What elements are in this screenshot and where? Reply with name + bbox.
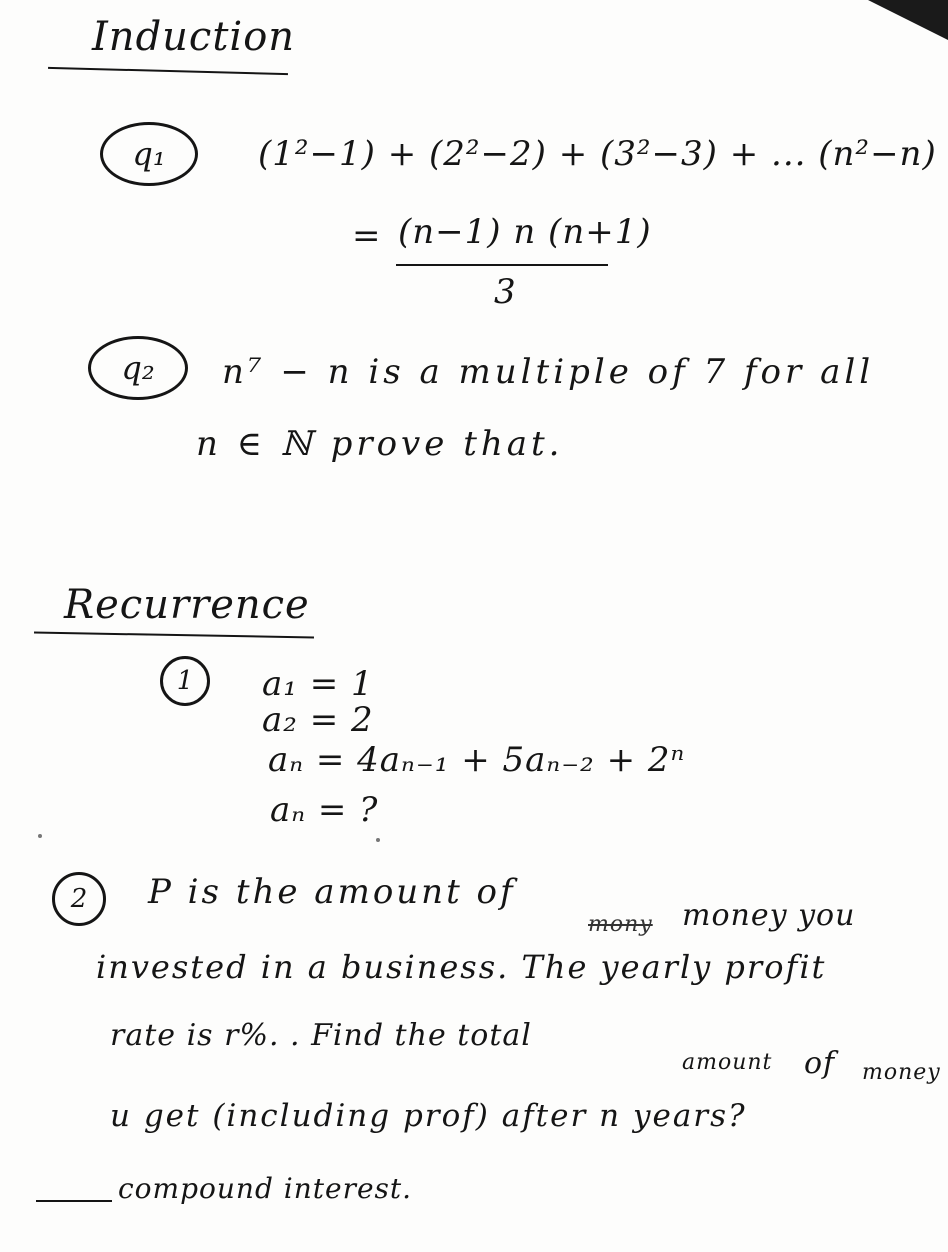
p1-line-4: aₙ = ? bbox=[270, 790, 379, 830]
q1-equals: = bbox=[352, 216, 382, 256]
p1-label: 1 bbox=[176, 666, 194, 696]
p1-line-2: a₂ = 2 bbox=[262, 700, 374, 740]
p2-line5: compound interest. bbox=[118, 1172, 413, 1205]
q2-line2: n ∈ ℕ prove that. bbox=[196, 424, 564, 464]
p2-line4: u get (including prof) after n years? bbox=[110, 1098, 747, 1134]
page-corner-shadow bbox=[868, 0, 948, 40]
recurrence-heading: Recurrence bbox=[64, 582, 310, 628]
p2-line3-of: of bbox=[804, 1046, 836, 1081]
p2-circle-label bbox=[52, 872, 106, 926]
p2-line3-small-money: money bbox=[862, 1060, 941, 1085]
p1-line-1: a₁ = 1 bbox=[262, 664, 374, 704]
p1-line-3: aₙ = 4aₙ₋₁ + 5aₙ₋₂ + 2ⁿ bbox=[268, 740, 686, 780]
q1-fraction-bar bbox=[396, 264, 608, 266]
q2-circle-label bbox=[88, 336, 188, 400]
recurrence-underline bbox=[34, 632, 314, 639]
q1-denominator: 3 bbox=[494, 272, 517, 312]
p2-line1-end: money you bbox=[682, 898, 856, 933]
induction-heading: Induction bbox=[92, 14, 296, 60]
pen-dot bbox=[38, 834, 42, 838]
p2-line1-start: P is the amount of bbox=[148, 872, 516, 912]
compound-dash bbox=[36, 1200, 112, 1202]
q1-label: q₁ bbox=[132, 135, 166, 173]
induction-underline bbox=[48, 67, 288, 75]
q1-circle-label bbox=[100, 122, 198, 186]
q2-label: q₂ bbox=[121, 349, 155, 387]
q2-line1: n⁷ − n is a multiple of 7 for all bbox=[222, 352, 875, 392]
p1-circle-label bbox=[160, 656, 210, 706]
p2-label: 2 bbox=[70, 884, 88, 914]
q1-expression: (1²−1) + (2²−2) + (3²−3) + ... (n²−n) bbox=[258, 134, 937, 174]
p2-crossed-word: mony bbox=[588, 912, 653, 937]
p2-line3-small: amount bbox=[682, 1050, 773, 1075]
p2-line2: invested in a business. The yearly profit bbox=[96, 948, 827, 986]
p2-line3-start: rate is r%. . Find the total bbox=[110, 1018, 532, 1053]
pen-dot bbox=[376, 838, 380, 842]
q1-numerator: (n−1) n (n+1) bbox=[398, 212, 652, 252]
